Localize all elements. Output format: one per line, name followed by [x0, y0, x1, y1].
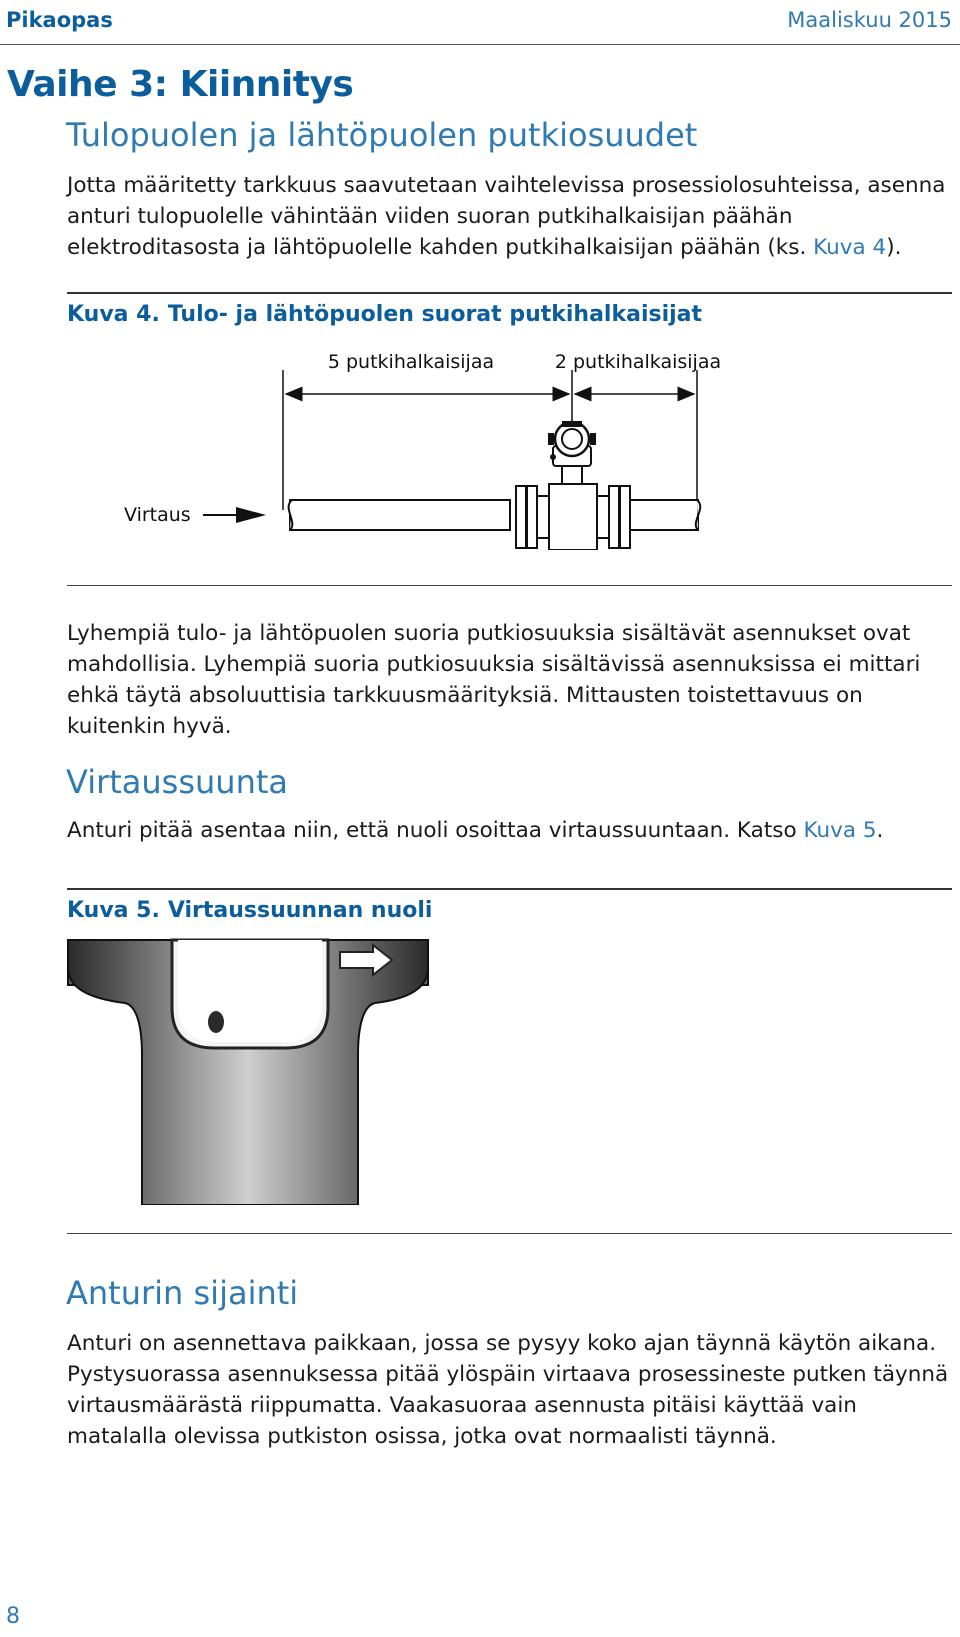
figure-5-top-rule: [67, 888, 952, 890]
figure-5-title: Virtaussuunnan nuoli: [167, 898, 433, 923]
sensor-housing: [68, 940, 428, 1205]
flange-left: [516, 486, 549, 548]
paragraph-anturin-sijainti: Anturi on asennettava paikkaan, jossa se pysyy koko ajan täynnä käytön aikana. Pystysuorassa asennuksessa pitää ylöspäin virtaava prosessineste putken täynnä virtausmäärästä riippumatta. Vaakasuoraa asennusta pitäisi käyttää vain matalalla olevissa putkiston osissa, jotka ovat normaalisti täynnä.: [67, 1331, 949, 1449]
paragraph-text: Anturi pitää asentaa niin, että nuoli osoittaa virtaussuuntaan. Katso: [67, 818, 804, 843]
header-divider: [0, 44, 960, 45]
paragraph-text: Jotta määritetty tarkkuus saavutetaan vaihtelevissa prosessiolosuhteissa, asenna anturi tulopuolelle vähintään viiden suoran putkihalkaisijan päähän elektroditasosta ja lähtöpuolelle kahden putkihalkaisijan päähän (ks.: [67, 173, 946, 260]
flange-right: [597, 486, 630, 548]
figure-4-number: Kuva 4.: [67, 302, 160, 327]
page-title: Vaihe 3: Kiinnitys: [7, 64, 354, 105]
flow-arrow-icon: [236, 507, 266, 523]
figure-5-bottom-rule: [67, 1233, 952, 1234]
flow-label: Virtaus: [124, 504, 191, 526]
figure-5-caption: [67, 898, 432, 923]
header-guide-title: Pikaopas: [6, 8, 113, 32]
transmitter-head: [548, 421, 596, 466]
upstream-dimension-label: 5 putkihalkaisijaa: [327, 351, 495, 373]
page-number: 8: [6, 1604, 20, 1629]
paragraph-lyhempia: Lyhempiä tulo- ja lähtöpuolen suoria putkiosuuksia sisältävät asennukset ovat mahdollisia. Lyhempiä suoria putkiosuuksia sisältävissä asennuksissa ei mittari ehkä täytä absoluuttisia tarkkuusmäärityksiä. Mittausten toistettavuus on kuitenkin hyvä.: [67, 621, 921, 739]
paragraph-end: ).: [886, 235, 902, 260]
downstream-pipe: [628, 500, 700, 530]
figure-5-sensor-illustration: [0, 930, 960, 1205]
paragraph-virtaussuunta: [67, 815, 952, 846]
figure-5-number: Kuva 5.: [67, 898, 160, 923]
header-date: Maaliskuu 2015: [787, 8, 952, 32]
figure-4-caption: [67, 302, 702, 327]
figure-4-title: Tulo- ja lähtöpuolen suorat putkihalkaisijat: [167, 302, 703, 327]
figure-4-pipe-diagram: [0, 330, 960, 550]
paragraph-tulopuoli: [67, 170, 952, 263]
figure-5-link[interactable]: Kuva 5: [803, 818, 877, 843]
paragraph-end: .: [876, 818, 884, 843]
downstream-dimension-label: 2 putkihalkaisijaa: [554, 351, 722, 373]
figure-4-link[interactable]: Kuva 4: [813, 235, 887, 260]
section-heading-virtaussuunta: Virtaussuunta: [66, 763, 289, 801]
figure-4-bottom-rule: [67, 585, 952, 586]
figure-4-top-rule: [67, 292, 952, 294]
section-heading-tulopuoli: Tulopuolen ja lähtöpuolen putkiosuudet: [66, 116, 698, 154]
section-heading-anturin-sijainti: Anturin sijainti: [66, 1274, 299, 1312]
upstream-pipe: [289, 500, 510, 530]
sensor-body: [549, 466, 597, 550]
